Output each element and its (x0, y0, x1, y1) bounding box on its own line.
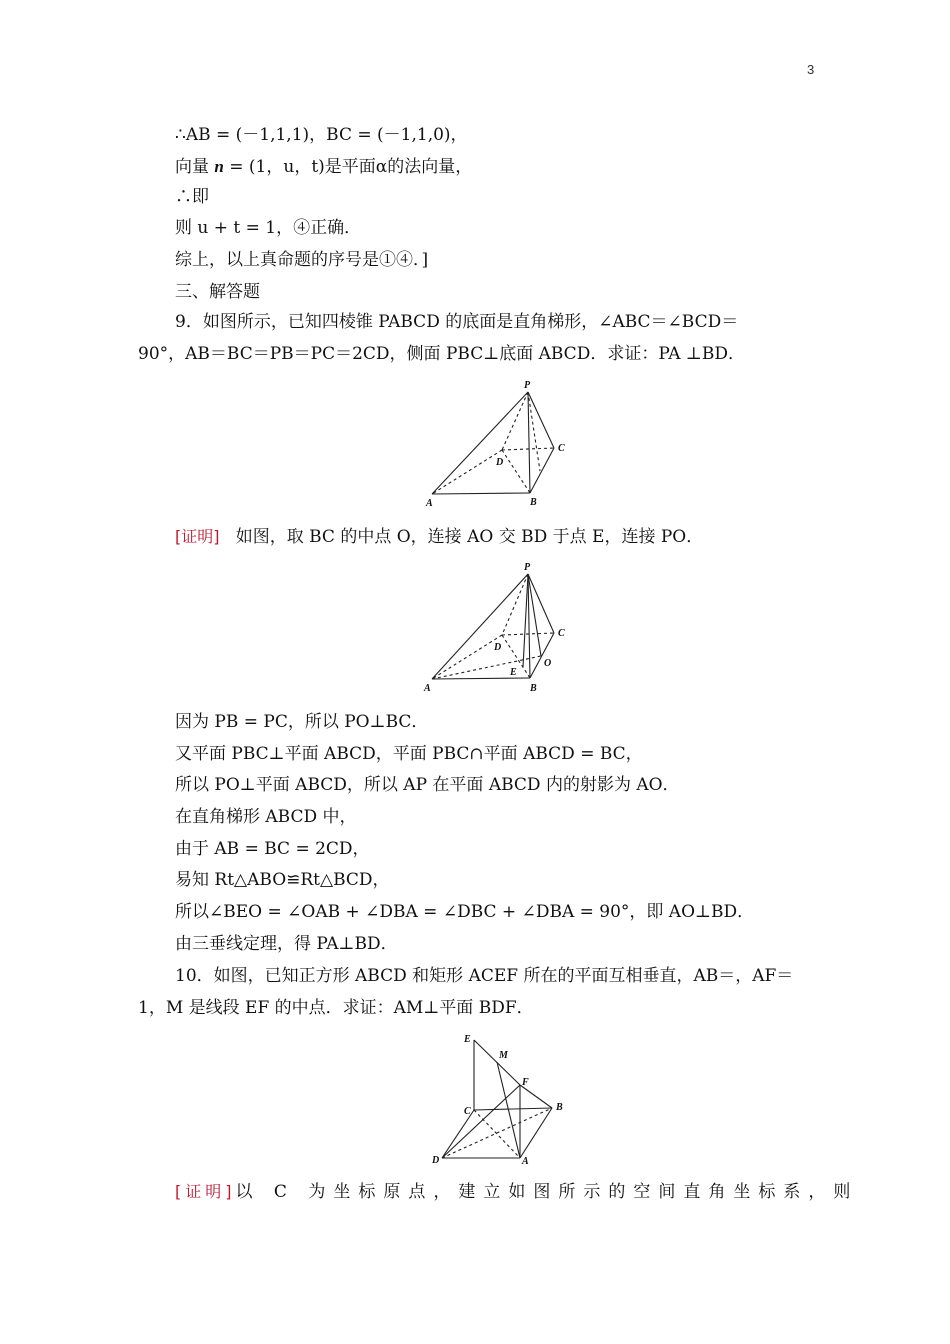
edge-PD (502, 574, 528, 635)
edge-PC (528, 392, 554, 448)
edge-PA (432, 574, 528, 679)
label-D: D (494, 642, 502, 653)
label-E: E (464, 1034, 471, 1045)
edge-PB (528, 392, 530, 493)
label-A: A (522, 1156, 529, 1167)
edge-FD (442, 1085, 520, 1158)
proof-10-intro: [证明] 以 C 为坐标原点，建立如图所示的空间直角坐标系，则 (175, 1182, 859, 1202)
edge-PA (432, 392, 528, 494)
proof-tag-10: [证明] (175, 1182, 236, 1201)
edge-BC (530, 633, 554, 678)
label-D: D (432, 1155, 440, 1166)
label-P: P (524, 380, 531, 391)
label-B: B (530, 497, 537, 508)
label-C: C (464, 1106, 471, 1117)
proof-9-line5: 由于 AB = BC = 2CD， (175, 839, 370, 859)
label-C: C (558, 628, 565, 639)
edge-PB (528, 574, 530, 678)
edge-CD (442, 1110, 474, 1158)
label-F: F (522, 1077, 529, 1088)
proof-9-line8: 由三垂线定理，得 PA⊥BD． (175, 934, 398, 954)
proof-tag: [证明] (175, 527, 220, 546)
proof-9-line7: 所以∠BEO = ∠OAB + ∠DBA = ∠DBC + ∠DBA = 90°，即 AO⊥BD． (175, 902, 755, 922)
label-A: A (424, 683, 431, 694)
proof-9-line2: 又平面 PBC⊥平面 ABCD，平面 PBC∩平面 ABCD = BC， (175, 744, 643, 764)
line-conclusion4: 则 u + t = 1，④正确． (175, 218, 362, 238)
line-summary: 综上，以上真命题的序号是①④．] (175, 250, 429, 270)
edge-AB (432, 678, 530, 679)
question-10-line1: 10．如图，已知正方形 ABCD 和矩形 ACEF 所在的平面互相垂直，AB＝，AF＝ (175, 966, 794, 986)
line-therefore: ∴即 (175, 187, 209, 207)
page-number: 3 (807, 62, 815, 77)
edge-AO (432, 656, 541, 679)
edge-DA (432, 635, 502, 679)
question-9-line1: 9．如图所示，已知四棱锥 PABCD 的底面是直角梯形，∠ABC＝∠BCD＝ (175, 312, 739, 332)
edge-DC (502, 448, 554, 450)
edge-MA (497, 1062, 520, 1158)
question-9-line2: 90°，AB＝BC＝PB＝PC＝2CD，侧面 PBC⊥底面 ABCD．求证：PA ⊥BD． (138, 344, 745, 364)
line-vectors: ∴AB = (－1,1,1)，BC = (－1,1,0)， (175, 125, 468, 145)
proof-9-line3: 所以 PO⊥平面 ABCD，所以 AP 在平面 ABCD 内的射影为 AO． (175, 775, 680, 795)
edge-CB (474, 1108, 552, 1110)
edge-BC (530, 448, 554, 493)
line-normal-vector: 向量 n = (1，u，t)是平面α的法向量， (175, 157, 473, 177)
edge-PO (528, 574, 541, 656)
edge-PD (502, 392, 528, 450)
edge-DC (502, 633, 554, 635)
figure-pyramid-1 (420, 378, 580, 513)
figure-pyramid-2 (420, 560, 580, 695)
section-heading: 三、解答题 (175, 282, 260, 302)
label-E: E (510, 667, 517, 678)
edge-FB (520, 1085, 552, 1108)
edge-DB (502, 450, 530, 493)
proof-9-intro: [证明] 如图，取 BC 的中点 O，连接 AO 交 BD 于点 E，连接 PO． (175, 527, 704, 547)
figure-square-rectangle (430, 1030, 580, 1170)
question-10-line2: 1，M 是线段 EF 的中点．求证：AM⊥平面 BDF． (138, 998, 534, 1018)
proof-9-line1: 因为 PB = PC，所以 PO⊥BC． (175, 712, 429, 732)
proof-9-line6: 易知 Rt△ABO≌Rt△BCD， (175, 870, 390, 890)
label-C: C (558, 443, 565, 454)
label-B: B (556, 1102, 563, 1113)
label-M: M (499, 1050, 508, 1061)
edge-PC (528, 574, 554, 633)
edge-CA (474, 1110, 520, 1158)
edge-PE (523, 574, 528, 667)
label-D: D (496, 457, 504, 468)
edge-AB (432, 493, 530, 494)
label-P: P (524, 562, 531, 573)
proof-9-line4: 在直角梯形 ABCD 中， (175, 807, 357, 827)
label-B: B (530, 683, 537, 694)
label-A: A (426, 498, 433, 509)
label-O: O (544, 658, 552, 669)
